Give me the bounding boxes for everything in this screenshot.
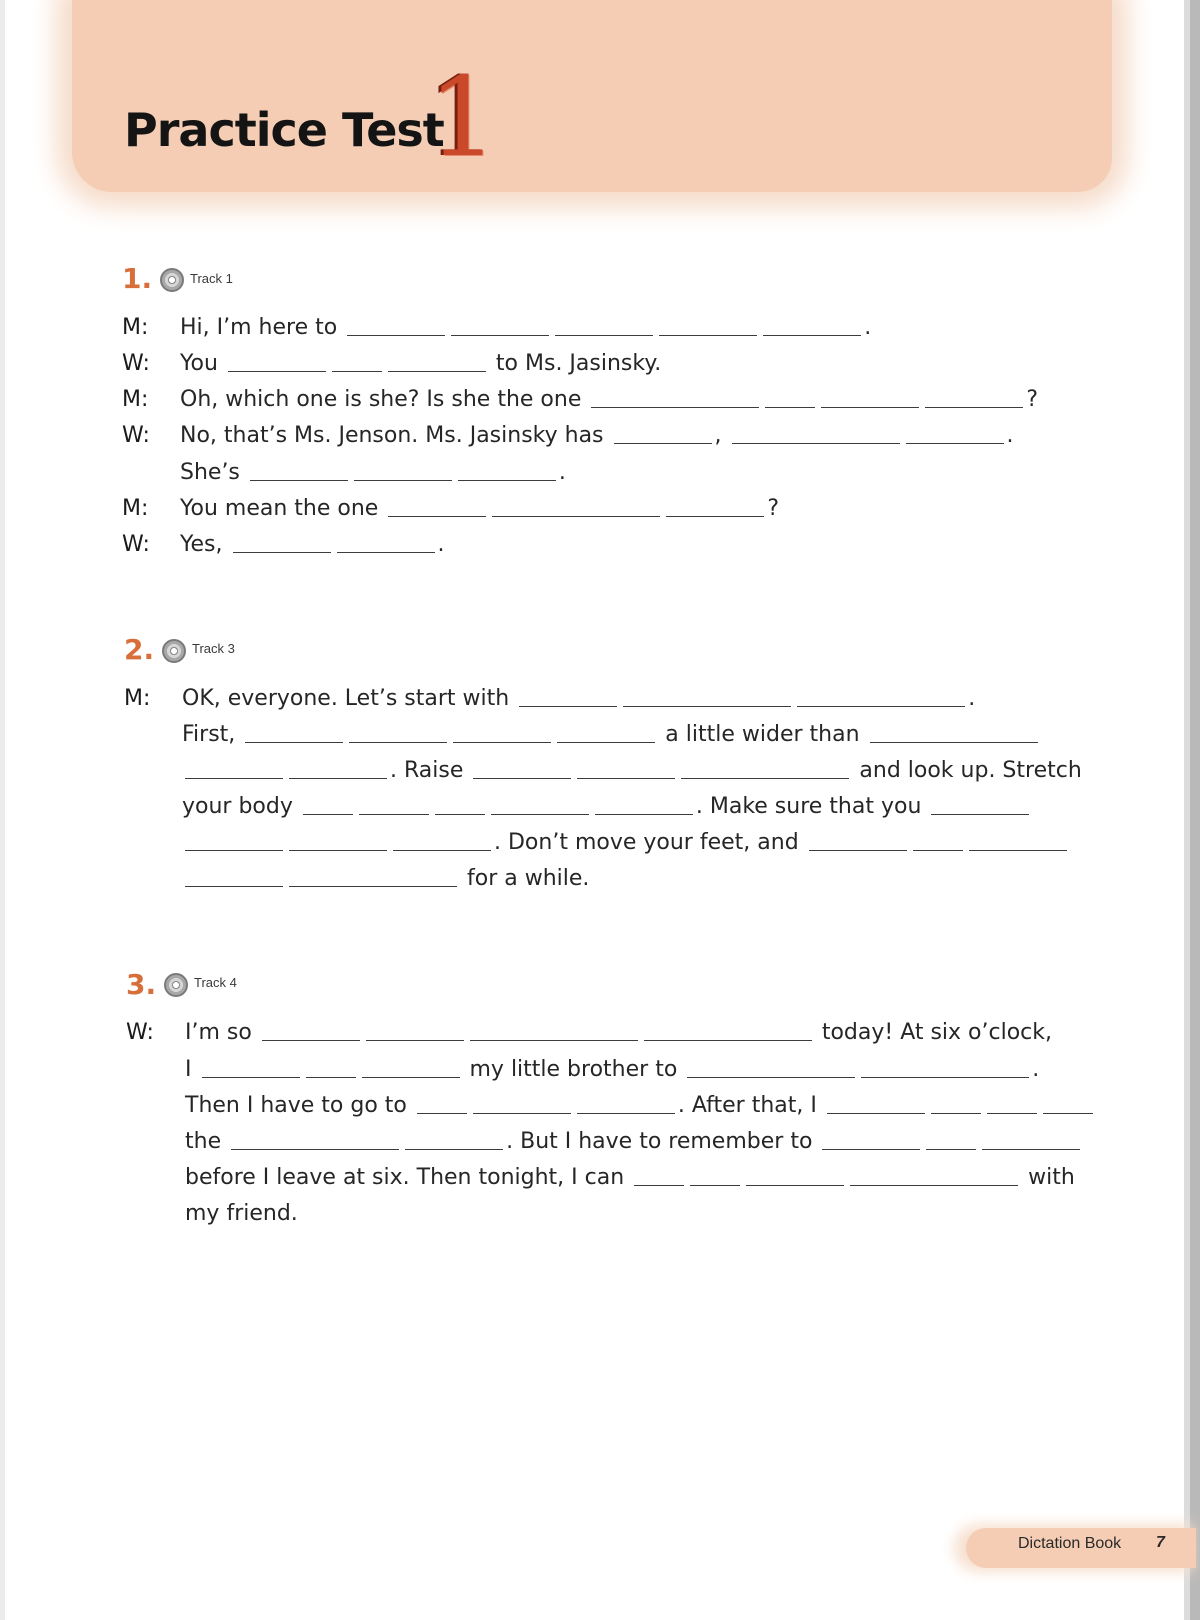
line-text: Hi, I’m here to (180, 315, 338, 340)
answer-blank[interactable] (969, 849, 1067, 851)
dialogue-line (180, 530, 445, 560)
answer-blank[interactable] (388, 515, 486, 517)
line-text: She’s (180, 460, 240, 485)
dialogue-line (180, 349, 661, 379)
line-text: a little wider than (665, 722, 860, 747)
line-text: . (1032, 1057, 1040, 1082)
audio-cd-icon[interactable] (162, 639, 186, 663)
answer-blank[interactable] (809, 849, 907, 851)
line-text: for a while. (467, 866, 590, 891)
line-text: No, that’s Ms. Jenson. Ms. Jasinsky has (180, 423, 604, 448)
answer-blank[interactable] (393, 849, 491, 851)
answer-blank[interactable] (763, 334, 861, 336)
dialogue-line (180, 421, 1014, 451)
line-text: OK, everyone. Let’s start with (182, 686, 510, 711)
line-text: my little brother to (469, 1057, 678, 1082)
line-text: with (1028, 1165, 1075, 1190)
dialogue-line (185, 1091, 1096, 1121)
track-label: Track 1 (190, 271, 233, 286)
answer-blank[interactable] (491, 813, 589, 815)
page-edge (0, 0, 5, 1620)
answer-blank[interactable] (926, 1148, 976, 1150)
speaker-label: M: (122, 496, 149, 521)
answer-blank[interactable] (634, 1184, 684, 1186)
answer-blank[interactable] (349, 741, 447, 743)
dialogue-line (185, 1055, 1039, 1085)
answer-blank[interactable] (233, 551, 331, 553)
line-text: . (437, 532, 445, 557)
line-text: . But I have to remember to (506, 1129, 813, 1154)
answer-blank[interactable] (366, 1039, 464, 1041)
answer-blank[interactable] (931, 813, 1029, 815)
answer-blank[interactable] (388, 370, 486, 372)
line-text: First, (182, 722, 236, 747)
line-text: Then I have to go to (185, 1093, 407, 1118)
line-text: . (558, 460, 566, 485)
answer-blank[interactable] (306, 1076, 356, 1078)
speaker-label: W: (122, 423, 150, 448)
answer-blank[interactable] (435, 813, 485, 815)
speaker-label: W: (126, 1020, 154, 1045)
answer-blank[interactable] (931, 1112, 981, 1114)
line-text: . After that, I (677, 1093, 817, 1118)
dialogue-line (182, 828, 1070, 858)
answer-blank[interactable] (492, 515, 660, 517)
dialogue-line (182, 792, 1032, 822)
line-text: Yes, (180, 532, 223, 557)
answer-blank[interactable] (337, 551, 435, 553)
answer-blank[interactable] (231, 1148, 399, 1150)
answer-blank[interactable] (982, 1148, 1080, 1150)
answer-blank[interactable] (687, 1076, 855, 1078)
speaker-label: M: (122, 315, 149, 340)
answer-blank[interactable] (797, 705, 965, 707)
dialogue-line (182, 684, 975, 714)
section-number: 2. (124, 633, 155, 666)
answer-blank[interactable] (519, 705, 617, 707)
section-number: 1. (122, 262, 153, 295)
dialogue-line (182, 756, 1082, 786)
line-text: today! At six o’clock, (821, 1020, 1053, 1045)
answer-blank[interactable] (827, 1112, 925, 1114)
answer-blank[interactable] (185, 777, 283, 779)
answer-blank[interactable] (623, 705, 791, 707)
answer-blank[interactable] (595, 813, 693, 815)
answer-blank[interactable] (470, 1039, 638, 1041)
line-text: You mean the one (180, 496, 379, 521)
answer-blank[interactable] (821, 406, 919, 408)
track-label: Track 4 (194, 975, 237, 990)
line-text: and look up. Stretch (859, 758, 1082, 783)
answer-blank[interactable] (681, 777, 849, 779)
dialogue-line (180, 458, 566, 488)
speaker-label: W: (122, 351, 150, 376)
answer-blank[interactable] (1043, 1112, 1093, 1114)
answer-blank[interactable] (666, 515, 764, 517)
title-banner (72, 0, 1112, 192)
speaker-label: M: (124, 686, 151, 711)
answer-blank[interactable] (453, 741, 551, 743)
answer-blank[interactable] (690, 1184, 740, 1186)
answer-blank[interactable] (555, 334, 653, 336)
line-text: the (185, 1129, 222, 1154)
answer-blank[interactable] (577, 1112, 675, 1114)
answer-blank[interactable] (332, 370, 382, 372)
audio-cd-icon[interactable] (160, 268, 184, 292)
line-text: Oh, which one is she? Is she the one (180, 387, 582, 412)
dialogue-line (185, 1199, 298, 1229)
answer-blank[interactable] (614, 442, 712, 444)
answer-blank[interactable] (732, 442, 900, 444)
answer-blank[interactable] (822, 1148, 920, 1150)
answer-blank[interactable] (303, 813, 353, 815)
answer-blank[interactable] (347, 334, 445, 336)
answer-blank[interactable] (746, 1184, 844, 1186)
dialogue-line (180, 385, 1038, 415)
answer-blank[interactable] (906, 442, 1004, 444)
answer-blank[interactable] (644, 1039, 812, 1041)
line-text: to Ms. Jasinsky. (495, 351, 662, 376)
answer-blank[interactable] (202, 1076, 300, 1078)
answer-blank[interactable] (577, 777, 675, 779)
answer-blank[interactable] (289, 885, 457, 887)
answer-blank[interactable] (925, 406, 1023, 408)
answer-blank[interactable] (870, 741, 1038, 743)
page-title: Practice Test (124, 103, 444, 157)
answer-blank[interactable] (245, 741, 343, 743)
answer-blank[interactable] (765, 406, 815, 408)
answer-blank[interactable] (659, 334, 757, 336)
answer-blank[interactable] (228, 370, 326, 372)
answer-blank[interactable] (458, 479, 556, 481)
book-title: Dictation Book (1018, 1535, 1122, 1552)
dialogue-line (182, 864, 589, 894)
speaker-label: M: (122, 387, 149, 412)
answer-blank[interactable] (262, 1039, 360, 1041)
answer-blank[interactable] (354, 479, 452, 481)
answer-blank[interactable] (250, 479, 348, 481)
section-number: 3. (126, 968, 157, 1001)
line-text: . Don’t move your feet, and (494, 830, 799, 855)
line-text: . (1006, 423, 1014, 448)
speaker-label: W: (122, 532, 150, 557)
page-edge (1190, 0, 1200, 1620)
answer-blank[interactable] (861, 1076, 1029, 1078)
line-text: . Make sure that you (695, 794, 922, 819)
page-number: 7 (1156, 1534, 1165, 1551)
answer-blank[interactable] (850, 1184, 1018, 1186)
dialogue-line (185, 1018, 1052, 1048)
answer-blank[interactable] (473, 1112, 571, 1114)
answer-blank[interactable] (473, 777, 571, 779)
answer-blank[interactable] (185, 849, 283, 851)
line-text: You (180, 351, 218, 376)
line-text: . (864, 315, 872, 340)
line-text: , (714, 423, 722, 448)
line-text: before I leave at six. Then tonight, I can (185, 1165, 625, 1190)
line-text: I’m so (185, 1020, 252, 1045)
answer-blank[interactable] (405, 1148, 503, 1150)
answer-blank[interactable] (289, 849, 387, 851)
answer-blank[interactable] (451, 334, 549, 336)
answer-blank[interactable] (987, 1112, 1037, 1114)
line-text: ? (767, 496, 780, 521)
dialogue-line (185, 1127, 1083, 1157)
dialogue-line (182, 720, 1041, 750)
answer-blank[interactable] (591, 406, 759, 408)
line-text: your body (182, 794, 293, 819)
test-number: 1 (428, 53, 498, 181)
track-label: Track 3 (192, 641, 235, 656)
line-text: . Raise (390, 758, 464, 783)
audio-cd-icon[interactable] (164, 973, 188, 997)
dialogue-line (180, 494, 779, 524)
answer-blank[interactable] (557, 741, 655, 743)
line-text: . (968, 686, 976, 711)
dialogue-line (185, 1163, 1075, 1193)
answer-blank[interactable] (417, 1112, 467, 1114)
answer-blank[interactable] (289, 777, 387, 779)
answer-blank[interactable] (913, 849, 963, 851)
answer-blank[interactable] (185, 885, 283, 887)
line-text: ? (1026, 387, 1039, 412)
line-text: I (185, 1057, 192, 1082)
answer-blank[interactable] (359, 813, 429, 815)
line-text: my friend. (185, 1201, 298, 1226)
dialogue-line (180, 313, 871, 343)
answer-blank[interactable] (362, 1076, 460, 1078)
